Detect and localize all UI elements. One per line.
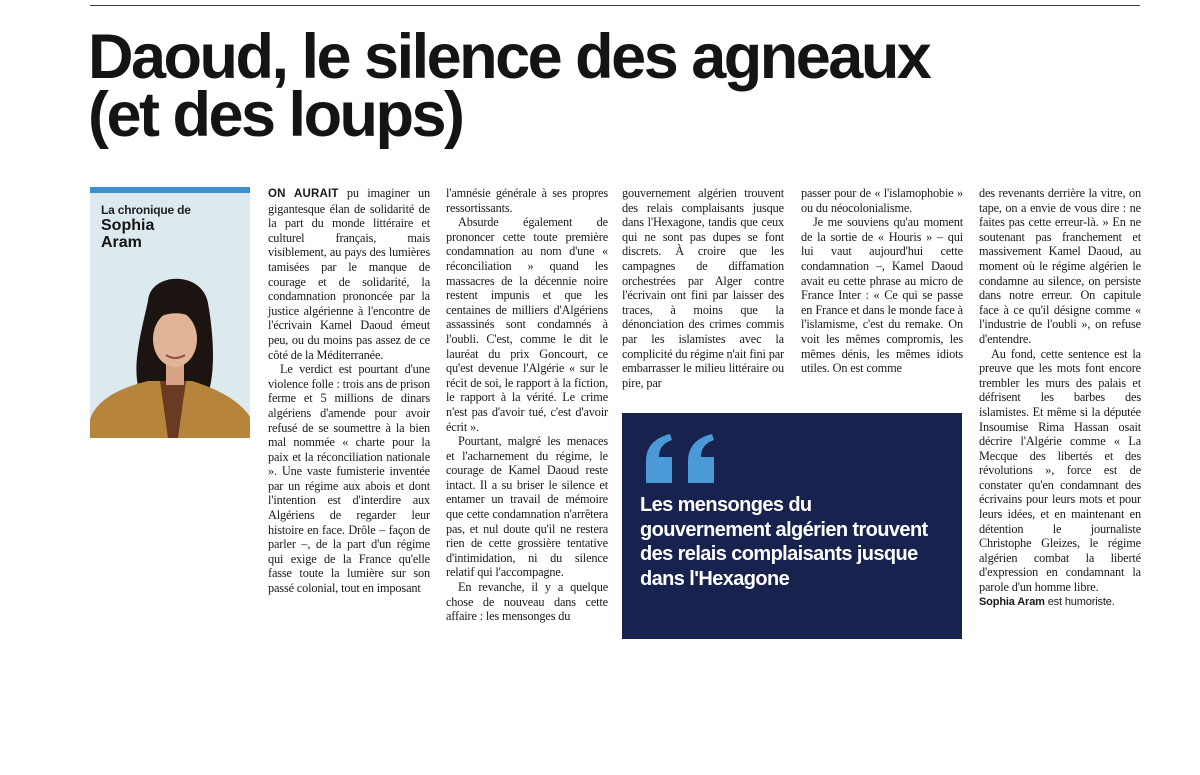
paragraph-text: pu imaginer un gigantesque élan de solidarité de la part du monde littéraire et culturel français, mais visiblement, au pays des lumières tamisées par le manque de courage et de solidarité, la condamnation prononcée par la justice algérienne à l'encontre de l'écrivain Kamel Daoud émeut peu, ou du moins pas assez de ce côté de la Méditerranée. (268, 186, 430, 362)
article-column-4 (801, 186, 963, 376)
top-rule (90, 5, 1140, 6)
article-paragraph: Je me souviens qu'au moment de la sortie de « Houris » – qui lui vaut aujourd'hui cette condamnation –, Kamel Daoud avait eu cette phrase au micro de France Inter : « Ce qui se passe en France et dans le monde face à l'islamisme, c'est du remake. On voit les mêmes compromis, les mêmes dénis, les mêmes idiots utiles. On est comme (801, 215, 963, 376)
lead-in: ON AURAIT (268, 188, 339, 200)
article-column-2 (446, 186, 608, 624)
chronicle-author-last: Aram (101, 234, 142, 251)
article-column-5 (979, 186, 1141, 609)
chronicle-accent-bar (90, 187, 250, 193)
article-paragraph: Absurde également de prononcer cette toute première condamnation au nom d'une « réconciliation » quand les massacres de la décennie noire restent impunis et que les centaines de milliers d'Algériens assassinés sont condamnés à l'oubli. C'est, comme le dit le lauréat du prix Goncourt, ce qu'est devenue l'Algérie « sur le récit de soi, le rapport à la fiction, le rapport à la vérité. Le crime n'est pas d'avoir tué, c'est d'avoir écrit ». (446, 215, 608, 434)
pull-quote-text: Les mensonges du gouvernement algérien trouvent des relais complaisants jusque dans l'Hexagone (640, 494, 928, 590)
chronicle-author-first: Sophia (101, 217, 155, 234)
chronicle-author (101, 217, 231, 251)
signature-role: est humoriste. (1044, 595, 1115, 608)
pull-quote (622, 413, 962, 639)
article-column-1 (268, 186, 430, 596)
author-signature (979, 595, 1141, 610)
article-paragraph: Au fond, cette sentence est la preuve que les mots font encore trembler les murs des palais et défrisent les barbes des islamistes. Et même si la députée Insoumise Rima Hassan osait décrire l'Algérie comme « La Mecque des libertés et des révolutions », force est de constater qu'en condamnant des écrivains pour leurs mots et pour leurs idées, et en maintenant en détention le journaliste Christophe Gleizes, le régime algérien combat la liberté d'expression en condamnant la parole d'un homme libre. (979, 346, 1141, 595)
article-column-3 (622, 186, 784, 390)
article-paragraph (268, 186, 430, 362)
chronicle-kicker: La chronique de (101, 203, 191, 217)
article-paragraph: En revanche, il y a quelque chose de nouveau dans cette affaire : les mensonges du (446, 580, 608, 624)
author-portrait (90, 267, 250, 438)
opening-quote-icon (642, 433, 722, 485)
article-paragraph: Le verdict est pourtant d'une violence folle : trois ans de prison ferme et 5 millions de dinars algériens d'amende pour avoir refusé de se soumettre à la bien mal nommée « charte pour la paix et la réconciliation nationale ». Une vaste fumisterie inventée par un régime aux abois et dont l'intention est d'interdire aux Algériens de regarder leur histoire en face. Drôle – façon de parler –, de la part d'un régime qui exige de la France qu'elle fasse toute la lumière sur son passé colonial, tout en imposant (268, 362, 430, 596)
article-paragraph: passer pour de « l'islamophobie » ou du néocolonialisme. (801, 186, 963, 215)
signature-name: Sophia Aram (979, 595, 1045, 608)
article-paragraph: des revenants derrière la vitre, on tape, on a envie de vous dire : ne faites pas cette erreur-là. » En ne soutenant pas franchement et massivement Kamel Daoud, au moment où le régime algérien le condamne au silence, on persiste dans notre erreur. On capitule face à ce qu'il désigne comme « l'industrie de l'oubli », on refuse d'entendre. (979, 186, 1141, 346)
article-paragraph: Pourtant, malgré les menaces et l'acharnement du régime, le courage de Kamel Daoud reste intact. Il a su briser le silence et entamer un travail de mémoire que cette condamnation n'arrêtera pas, et nul doute qu'il ne restera rien de cette grossière tentative d'intimidation, ni du silence relatif qui l'accompagne. (446, 434, 608, 580)
headline-line-1: Daoud, le silence des agneaux (88, 22, 930, 92)
headline (88, 22, 1088, 150)
chronicle-box (90, 187, 250, 438)
article-paragraph: l'amnésie générale à ses propres ressortissants. (446, 186, 608, 215)
headline-line-2: (et des loups) (88, 80, 463, 150)
article-paragraph: gouvernement algérien trouvent des relais complaisants jusque dans l'Hexagone, tandis que ceux qui ne sont pas dupes se font discrets. À croire que les campagnes de diffamation orchestrées par Alger contre l'écrivain ont fini par laisser des traces, à moins que la dénonciation des crimes commis par les islamistes avec la complicité du régime n'ait fini par embarrasser le milieu littéraire ou pire, par (622, 186, 784, 390)
